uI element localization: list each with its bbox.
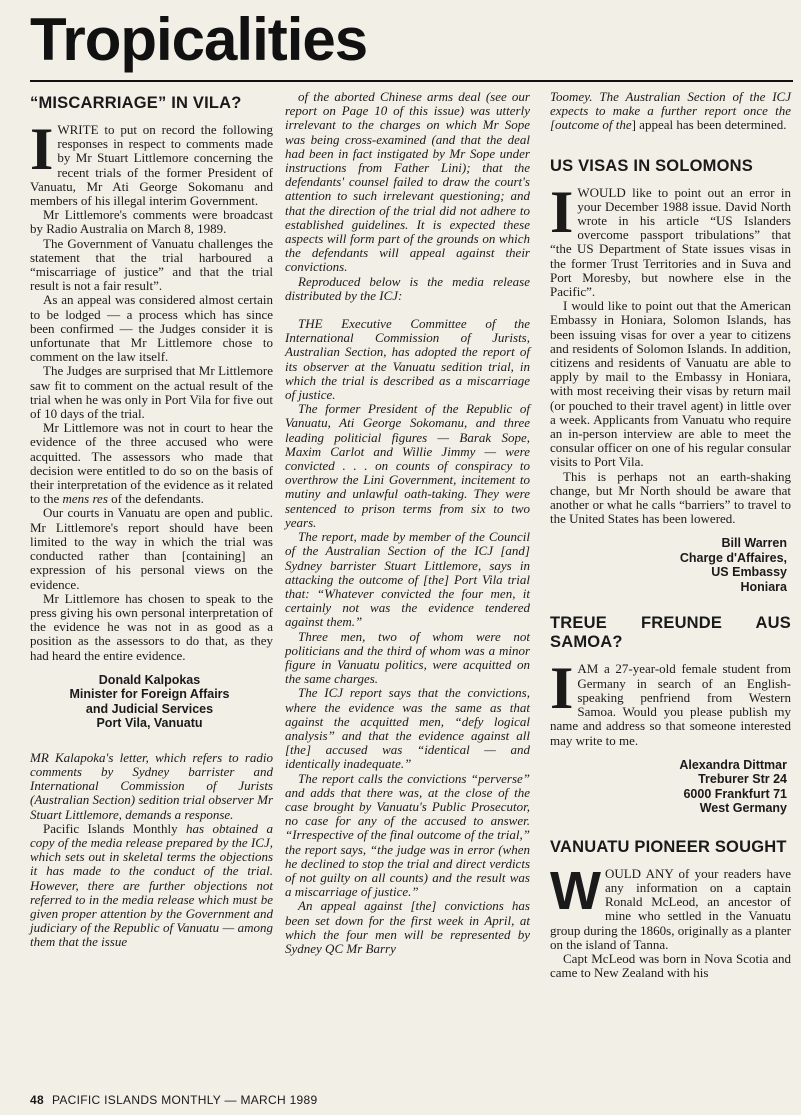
body-paragraph: This is perhaps not an earth-shaking change, but Mr North should be aware that another or what he calls “barriers” to travel to the United States has been lowered. <box>550 468 791 527</box>
body-paragraph: The Judges are surprised that Mr Littlemore saw fit to comment on the actual result of the trial when he was only in Port Vila for five out of 10 days of the trial. <box>30 363 273 422</box>
masthead-title: Tropicalities <box>30 6 368 73</box>
editor-note: Reproduced below is the media release distributed by the ICJ: <box>285 273 530 303</box>
body-paragraph: Our courts in Vanuatu are open and public. Mr Littlemore's report should have been limited to the way in which the trial was conducted rather than [containing] an expression of his personal views on the evidence. <box>30 505 273 592</box>
body-paragraph: Mr Littlemore was not in court to hear the evidence of the three accused who were acquitted. The assessors who made that decision were entitled to do so on the basis of their interpretation of the evidence as it related to the mens res of the defendants. <box>30 420 273 507</box>
body-paragraph: Mr Littlemore's comments were broadcast by Radio Australia on March 8, 1989. <box>30 207 273 237</box>
column-2 <box>285 90 530 956</box>
body-paragraph: IWRITE to put on record the following responses in respect to comments made by Mr Stuart Littlemore concerning the recent trials of the former President of Vanuatu, Mr Ati George Sokomanu and members of his illegal interim Government. <box>30 116 273 209</box>
body-paragraph: The Government of Vanuatu challenges the statement that the trial harboured a “miscarriage of justice” and that the trial result is not a fair result”. <box>30 235 273 294</box>
editor-note: MR Kalapoka's letter, which refers to radio comments by Sydney barrister and International Commission of Jurists (Australian Section) sedition trial observer Mr Stuart Littlemore, demands a response. <box>30 749 274 822</box>
drop-cap: I <box>550 655 574 722</box>
drop-cap: W <box>550 860 601 921</box>
signature-dittmar: Alexandra Dittmar Treburer Str 24 6000 Frankfurt 71 West Germany <box>679 757 787 816</box>
headline-miscarriage: “MISCARRIAGE” IN VILA? <box>30 94 242 112</box>
media-release: THE Executive Committee of the International Commission of Jurists, Australian Section, has adopted the report of its observer at the Vanuatu sedition trial, in which the trial is described as a miscarriage of justice. <box>285 316 530 403</box>
page-number: 48 <box>30 1093 44 1107</box>
body-paragraph: IWOULD like to point out an error in your December 1988 issue. David North wrote in his article “US Islanders overcome passport tribulations” that “the US Department of State issues visas in the former Trust Territories and in Suva and Port Moresby, but nowhere else in the Pacific”. <box>550 178 791 300</box>
page-footer <box>30 1093 317 1107</box>
signature-kalpokas: Donald Kalpokas Minister for Foreign Affairs and Judicial Services Port Vila, Vanuatu <box>69 672 230 731</box>
column-3 <box>550 90 791 980</box>
body-paragraph: Mr Littlemore has chosen to speak to the press giving his own personal interpretation of the evidence he was not in as good as a position as the assessors to do that, as they had heard the entire evidence. <box>30 590 273 663</box>
body-paragraph: WOULD ANY of your readers have any information on a captain Ronald McLeod, an ancestor of mine who settled in the Vanuatu group during the 1860s, originally as a planter on the island of Tanna. <box>550 860 791 952</box>
masthead-rule <box>30 80 793 82</box>
body-paragraph: As an appeal was considered almost certain to be lodged — a process which has since been confirmed — the Judges consider it is unfortunate that Mr Littlemore chose to comment on the law itself. <box>30 292 273 365</box>
drop-cap: I <box>30 116 54 182</box>
headline-vanuatu-pioneer: VANUATU PIONEER SOUGHT <box>550 837 787 856</box>
drop-cap: I <box>550 178 574 245</box>
column-1 <box>30 90 273 950</box>
media-release: An appeal against [the] convictions has been set down for the first week in April, at which the four men will be represented by Sydney QC Mr Barry <box>285 898 530 956</box>
editor-note: of the aborted Chinese arms deal (see our report on Page 10 of this issue) was utterly irrelevant to the charges on which Mr Sope was being cross-examined (and that the deal had been in fact instigated by Mr Sope under instructions from Father Lini); that the defendants' counsel failed to draw the court's attention to such irrelevant questioning; and that the direction of the trial did not adhere to established guidelines. It is expected these aspects will form part of the grounds on which the defendants will appeal against their convictions. <box>285 89 530 275</box>
headline-treue-freunde: TREUE FREUNDE AUS SAMOA? <box>550 614 791 652</box>
media-release: The former President of the Republic of Vanuatu, Ati George Sokomanu, and three leading politicial figures — Barak Sope, Maxim Carlot and Willie Jimmy — were convicted . . . on counts of conspiracy to overthrow the Lini Government, incitement to mutiny and unlawful oath-taking. They were sentenced to prison terms from six to two years. <box>285 401 530 530</box>
media-release: The report, made by member of the Council of the Australian Section of the ICJ [and] Sydney barrister Stuart Littlemore, says in attacking the outcome of [the] Port Vila trial that: “Whatever convicted the four men, it certainly not was the evidence tendered against them.” <box>285 529 530 630</box>
media-release: The ICJ report says that the convictions, where the evidence was the same as that against the acquitted men, “defy logical analysis” and that the evidence against all [the] accused was “identical — and identically inadequate.” <box>285 685 530 772</box>
body-paragraph: I would like to point out that the American Embassy in Honiara, Solomon Islands, has been issuing visas for over a year to citizens and residents of Solomon Islands. In addition, citizens and residents of Vanuatu are able to apply by mail to the Embassy in Honiara, with most receiving their visas by return mail (or pouched to their travel agent) in little over a week. Applicants from Vanuatu who require an in-person interview are able to meet the consular officer on one of his regular consular visits to Port Vila. <box>550 298 791 470</box>
footer-publication: PACIFIC ISLANDS MONTHLY — MARCH 1989 <box>51 1093 318 1107</box>
editor-note: Pacific Islands Monthly has obtained a copy of the media release prepared by the ICJ, which sets out in skeletal terms the objections it has made to the conduct of the trial. However, there are further objections not referred to in the media release which must be given proper attention by the Government and judiciary of the Republic of Vanuatu — among them that the issue <box>30 820 273 950</box>
body-paragraph: IAM a 27-year-old female student from Germany in search of an English-speaking penfriend from Western Samoa. Would you please publish my name and address so that someone interested may write to me. <box>550 655 791 748</box>
media-release: Three men, two of whom were not politicians and the third of whom was a minor figure in Vanuatu politics, were acquitted on the same charges. <box>285 628 530 687</box>
media-release: Toomey. The Australian Section of the ICJ expects to make a further report once the [outcome of the] appeal has been determined. <box>550 89 791 133</box>
signature-warren: Bill Warren Charge d'Affaires, US Embassy Honiara <box>679 536 787 594</box>
headline-us-visas: US VISAS IN SOLOMONS <box>550 156 753 175</box>
media-release: The report calls the convictions “perverse” and adds that there was, at the close of the case brought by Vanuatu's Public Prosecutor, no case for any of the accused to answer. “Irrespective of the final outcome of the trial,” the report says, “the judge was in error (when he declined to stop the trial and direct verdicts of not guilty on all counts) and the result was a miscarriage of justice.” <box>285 770 530 900</box>
body-paragraph: Capt McLeod was born in Nova Scotia and came to New Zealand with his <box>550 950 791 981</box>
